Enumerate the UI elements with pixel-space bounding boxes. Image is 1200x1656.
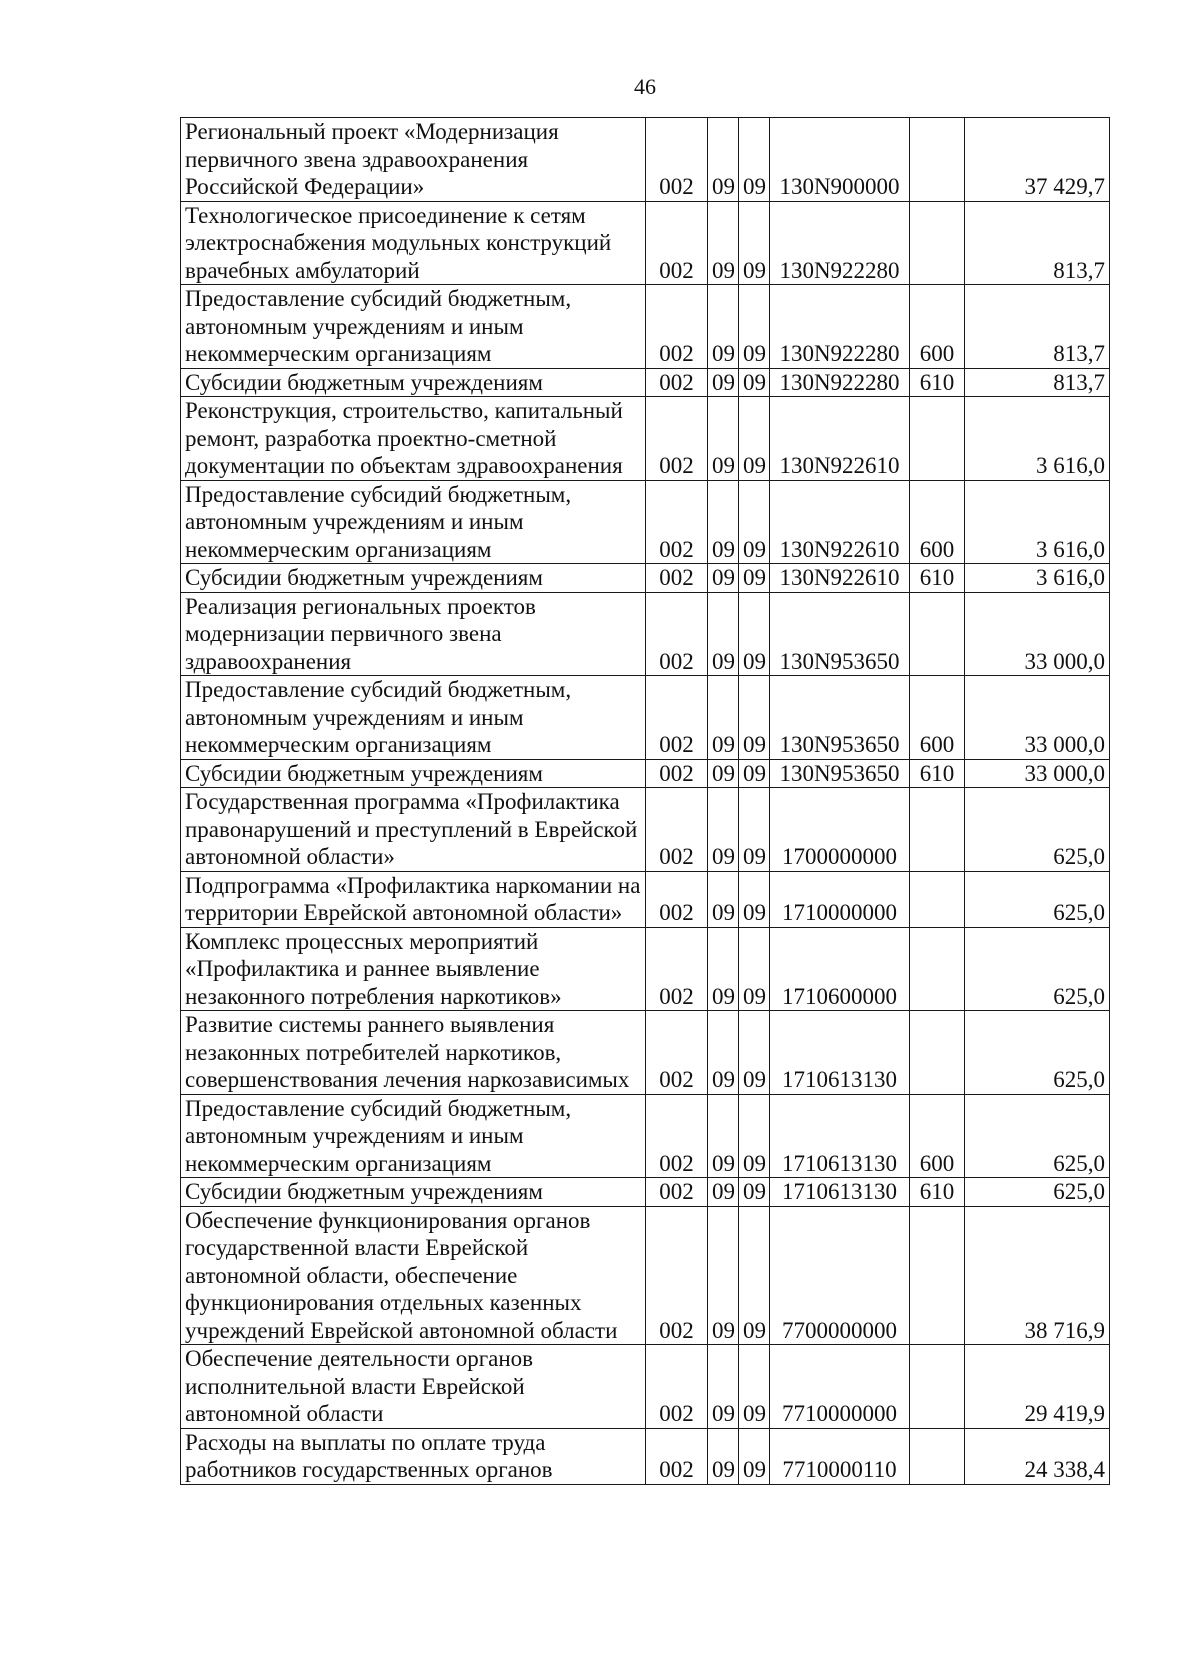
subsection-code-cell: 09 [739,1428,770,1484]
section-code-cell: 09 [708,368,739,397]
expense-type-cell: 610 [910,759,965,788]
admin-code-cell: 002 [646,759,708,788]
section-code-cell: 09 [708,1428,739,1484]
target-article-cell: 1710600000 [770,927,910,1011]
amount-cell: 625,0 [965,788,1110,872]
item-name-cell: Обеспечение функционирования органов государственной власти Еврейской автономной области, обеспечение функционирования отдельных казенных учреждений Еврейской автономной области [181,1206,646,1345]
target-article-cell: 1700000000 [770,788,910,872]
admin-code-cell: 002 [646,480,708,564]
target-article-cell: 130N922610 [770,397,910,481]
expense-type-cell [910,1428,965,1484]
target-article-cell: 7700000000 [770,1206,910,1345]
table-row [181,788,1110,872]
amount-cell: 625,0 [965,927,1110,1011]
subsection-code-cell: 09 [739,1094,770,1178]
admin-code-cell: 002 [646,1345,708,1429]
table-row [181,118,1110,202]
item-name-cell: Предоставление субсидий бюджетным, автономным учреждениям и иным некоммерческим организациям [181,480,646,564]
admin-code-cell: 002 [646,927,708,1011]
section-code-cell: 09 [708,1206,739,1345]
amount-cell: 625,0 [965,871,1110,927]
expense-type-cell [910,592,965,676]
target-article-cell: 130N953650 [770,592,910,676]
admin-code-cell: 002 [646,397,708,481]
amount-cell: 3 616,0 [965,480,1110,564]
amount-cell: 33 000,0 [965,592,1110,676]
expense-type-cell [910,1206,965,1345]
amount-cell: 37 429,7 [965,118,1110,202]
amount-cell: 33 000,0 [965,759,1110,788]
item-name-cell: Обеспечение деятельности органов исполнительной власти Еврейской автономной области [181,1345,646,1429]
table-row [181,201,1110,285]
table-row [181,1094,1110,1178]
expense-type-cell: 610 [910,368,965,397]
item-name-cell: Реализация региональных проектов модернизации первичного звена здравоохранения [181,592,646,676]
expense-type-cell: 610 [910,1178,965,1207]
target-article-cell: 1710613130 [770,1178,910,1207]
section-code-cell: 09 [708,927,739,1011]
target-article-cell: 7710000110 [770,1428,910,1484]
item-name-cell: Технологическое присоединение к сетям электроснабжения модульных конструкций врачебных амбулаторий [181,201,646,285]
section-code-cell: 09 [708,592,739,676]
amount-cell: 813,7 [965,368,1110,397]
item-name-cell: Реконструкция, строительство, капитальный ремонт, разработка проектно-сметной документации по объектам здравоохранения [181,397,646,481]
table-row [181,480,1110,564]
table-row [181,676,1110,760]
item-name-cell: Предоставление субсидий бюджетным, автономным учреждениям и иным некоммерческим организациям [181,1094,646,1178]
section-code-cell: 09 [708,871,739,927]
subsection-code-cell: 09 [739,759,770,788]
admin-code-cell: 002 [646,564,708,593]
subsection-code-cell: 09 [739,564,770,593]
target-article-cell: 130N922280 [770,285,910,369]
budget-table [180,117,1110,1485]
table-row [181,564,1110,593]
admin-code-cell: 002 [646,118,708,202]
target-article-cell: 130N953650 [770,676,910,760]
table-row [181,1178,1110,1207]
subsection-code-cell: 09 [739,1011,770,1095]
expense-type-cell [910,397,965,481]
item-name-cell: Субсидии бюджетным учреждениям [181,1178,646,1207]
section-code-cell: 09 [708,118,739,202]
admin-code-cell: 002 [646,788,708,872]
admin-code-cell: 002 [646,871,708,927]
section-code-cell: 09 [708,285,739,369]
subsection-code-cell: 09 [739,676,770,760]
admin-code-cell: 002 [646,1178,708,1207]
expense-type-cell [910,201,965,285]
item-name-cell: Субсидии бюджетным учреждениям [181,564,646,593]
table-row [181,1428,1110,1484]
subsection-code-cell: 09 [739,788,770,872]
table-row [181,1345,1110,1429]
amount-cell: 29 419,9 [965,1345,1110,1429]
subsection-code-cell: 09 [739,480,770,564]
budget-table-body [181,118,1110,1485]
target-article-cell: 1710000000 [770,871,910,927]
item-name-cell: Развитие системы раннего выявления незаконных потребителей наркотиков, совершенствования лечения наркозависимых [181,1011,646,1095]
section-code-cell: 09 [708,788,739,872]
item-name-cell: Субсидии бюджетным учреждениям [181,759,646,788]
section-code-cell: 09 [708,676,739,760]
amount-cell: 38 716,9 [965,1206,1110,1345]
table-row [181,397,1110,481]
admin-code-cell: 002 [646,285,708,369]
section-code-cell: 09 [708,201,739,285]
subsection-code-cell: 09 [739,1345,770,1429]
table-row [181,592,1110,676]
target-article-cell: 130N922280 [770,368,910,397]
target-article-cell: 130N953650 [770,759,910,788]
admin-code-cell: 002 [646,676,708,760]
amount-cell: 813,7 [965,201,1110,285]
table-row [181,1011,1110,1095]
item-name-cell: Субсидии бюджетным учреждениям [181,368,646,397]
subsection-code-cell: 09 [739,927,770,1011]
expense-type-cell: 600 [910,676,965,760]
target-article-cell: 1710613130 [770,1094,910,1178]
table-row [181,871,1110,927]
item-name-cell: Государственная программа «Профилактика правонарушений и преступлений в Еврейской автономной области» [181,788,646,872]
table-row [181,368,1110,397]
amount-cell: 33 000,0 [965,676,1110,760]
expense-type-cell: 600 [910,285,965,369]
admin-code-cell: 002 [646,1206,708,1345]
admin-code-cell: 002 [646,1428,708,1484]
table-row [181,759,1110,788]
item-name-cell: Предоставление субсидий бюджетным, автономным учреждениям и иным некоммерческим организациям [181,676,646,760]
subsection-code-cell: 09 [739,201,770,285]
amount-cell: 3 616,0 [965,564,1110,593]
admin-code-cell: 002 [646,201,708,285]
expense-type-cell [910,788,965,872]
target-article-cell: 130N922610 [770,564,910,593]
admin-code-cell: 002 [646,1094,708,1178]
target-article-cell: 130N922610 [770,480,910,564]
item-name-cell: Подпрограмма «Профилактика наркомании на территории Еврейской автономной области» [181,871,646,927]
amount-cell: 24 338,4 [965,1428,1110,1484]
expense-type-cell [910,927,965,1011]
item-name-cell: Комплекс процессных мероприятий «Профилактика и раннее выявление незаконного потребления наркотиков» [181,927,646,1011]
section-code-cell: 09 [708,564,739,593]
item-name-cell: Региональный проект «Модернизация первичного звена здравоохранения Российской Федерации» [181,118,646,202]
target-article-cell: 130N922280 [770,201,910,285]
page-number: 46 [634,74,656,99]
section-code-cell: 09 [708,480,739,564]
subsection-code-cell: 09 [739,397,770,481]
admin-code-cell: 002 [646,1011,708,1095]
target-article-cell: 7710000000 [770,1345,910,1429]
target-article-cell: 1710613130 [770,1011,910,1095]
item-name-cell: Предоставление субсидий бюджетным, автономным учреждениям и иным некоммерческим организациям [181,285,646,369]
subsection-code-cell: 09 [739,1178,770,1207]
section-code-cell: 09 [708,1178,739,1207]
target-article-cell: 130N900000 [770,118,910,202]
subsection-code-cell: 09 [739,871,770,927]
expense-type-cell [910,118,965,202]
section-code-cell: 09 [708,1094,739,1178]
subsection-code-cell: 09 [739,1206,770,1345]
amount-cell: 625,0 [965,1178,1110,1207]
subsection-code-cell: 09 [739,285,770,369]
expense-type-cell [910,871,965,927]
expense-type-cell: 600 [910,480,965,564]
section-code-cell: 09 [708,1011,739,1095]
subsection-code-cell: 09 [739,368,770,397]
subsection-code-cell: 09 [739,592,770,676]
section-code-cell: 09 [708,1345,739,1429]
admin-code-cell: 002 [646,592,708,676]
table-row [181,285,1110,369]
amount-cell: 625,0 [965,1094,1110,1178]
table-row [181,1206,1110,1345]
expense-type-cell [910,1345,965,1429]
expense-type-cell: 600 [910,1094,965,1178]
admin-code-cell: 002 [646,368,708,397]
subsection-code-cell: 09 [739,118,770,202]
amount-cell: 3 616,0 [965,397,1110,481]
amount-cell: 625,0 [965,1011,1110,1095]
expense-type-cell: 610 [910,564,965,593]
amount-cell: 813,7 [965,285,1110,369]
expense-type-cell [910,1011,965,1095]
section-code-cell: 09 [708,759,739,788]
table-row [181,927,1110,1011]
section-code-cell: 09 [708,397,739,481]
item-name-cell: Расходы на выплаты по оплате труда работников государственных органов [181,1428,646,1484]
